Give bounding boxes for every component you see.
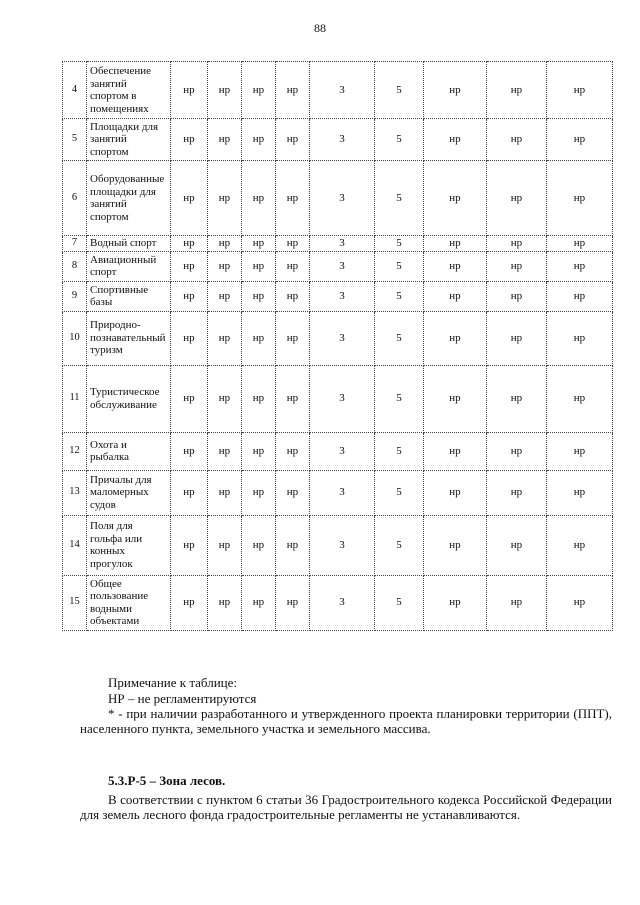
table-row: [63, 281, 613, 311]
row-cell: 3: [310, 119, 375, 161]
row-cell: нр: [171, 119, 208, 161]
row-name: Туристическое обслуживание: [87, 365, 171, 432]
note-title: Примечание к таблице:: [108, 675, 238, 690]
row-cell: 3: [310, 161, 375, 236]
row-cell: нр: [242, 62, 276, 119]
row-number: 14: [63, 515, 87, 575]
table-row: [63, 515, 613, 575]
table-row: [63, 119, 613, 161]
row-cell: 5: [375, 281, 424, 311]
row-cell: нр: [487, 251, 547, 281]
row-cell: нр: [424, 119, 487, 161]
row-cell: нр: [276, 161, 310, 236]
row-cell: нр: [276, 119, 310, 161]
row-name: Площадки для занятий спортом: [87, 119, 171, 161]
section-body: В соответствии с пунктом 6 статьи 36 Градостроительного кодекса Российской Федерации для земель лесного фонда градостроительные регламенты не устанавливаются.: [80, 792, 612, 822]
row-cell: нр: [171, 575, 208, 630]
row-cell: нр: [276, 515, 310, 575]
row-cell: нр: [424, 432, 487, 470]
row-cell: нр: [242, 119, 276, 161]
row-cell: нр: [208, 515, 242, 575]
row-number: 5: [63, 119, 87, 161]
row-cell: нр: [171, 62, 208, 119]
row-cell: нр: [547, 575, 613, 630]
row-name: Поля для гольфа или конных прогулок: [87, 515, 171, 575]
row-cell: нр: [424, 62, 487, 119]
row-cell: 5: [375, 432, 424, 470]
row-cell: нр: [171, 236, 208, 252]
row-cell: нр: [547, 236, 613, 252]
row-cell: нр: [242, 575, 276, 630]
row-cell: нр: [547, 470, 613, 515]
row-cell: нр: [242, 161, 276, 236]
row-cell: нр: [171, 281, 208, 311]
row-cell: нр: [424, 251, 487, 281]
row-cell: нр: [208, 432, 242, 470]
row-cell: 5: [375, 575, 424, 630]
row-cell: нр: [208, 62, 242, 119]
row-cell: 3: [310, 311, 375, 365]
row-cell: нр: [208, 161, 242, 236]
regulations-table: [62, 61, 613, 631]
row-cell: нр: [208, 251, 242, 281]
row-cell: нр: [487, 62, 547, 119]
row-cell: нр: [424, 161, 487, 236]
row-cell: нр: [242, 432, 276, 470]
table-row: [63, 161, 613, 236]
row-cell: нр: [547, 432, 613, 470]
row-cell: нр: [171, 251, 208, 281]
row-cell: нр: [487, 470, 547, 515]
row-number: 10: [63, 311, 87, 365]
table-row: [63, 470, 613, 515]
row-cell: нр: [242, 365, 276, 432]
row-cell: нр: [171, 432, 208, 470]
row-cell: нр: [487, 236, 547, 252]
row-number: 9: [63, 281, 87, 311]
table-row: [63, 432, 613, 470]
row-number: 13: [63, 470, 87, 515]
row-cell: нр: [276, 281, 310, 311]
row-cell: нр: [242, 236, 276, 252]
row-cell: нр: [547, 281, 613, 311]
note-asterisk: * - при наличии разработанного и утвержденного проекта планировки территории (ППТ), населенного пункта, земельного участка и земельного массива.: [80, 706, 612, 736]
row-cell: нр: [242, 281, 276, 311]
row-cell: 3: [310, 470, 375, 515]
row-cell: нр: [487, 432, 547, 470]
row-cell: нр: [424, 281, 487, 311]
row-cell: нр: [547, 365, 613, 432]
row-cell: нр: [424, 470, 487, 515]
row-cell: нр: [208, 281, 242, 311]
row-cell: нр: [242, 515, 276, 575]
page-number: 88: [314, 21, 326, 35]
row-cell: нр: [424, 365, 487, 432]
row-cell: 5: [375, 251, 424, 281]
row-cell: нр: [276, 251, 310, 281]
row-cell: 5: [375, 470, 424, 515]
row-cell: 3: [310, 62, 375, 119]
row-name: Общее пользование водными объектами: [87, 575, 171, 630]
table-row: [63, 236, 613, 252]
row-cell: нр: [208, 119, 242, 161]
row-cell: нр: [424, 236, 487, 252]
row-name: Оборудованные площадки для занятий спортом: [87, 161, 171, 236]
table-row: [63, 365, 613, 432]
row-cell: нр: [487, 365, 547, 432]
row-cell: нр: [547, 251, 613, 281]
row-cell: нр: [276, 365, 310, 432]
row-cell: нр: [276, 62, 310, 119]
row-cell: нр: [487, 311, 547, 365]
row-cell: нр: [547, 119, 613, 161]
row-cell: нр: [171, 515, 208, 575]
row-number: 11: [63, 365, 87, 432]
row-cell: нр: [208, 470, 242, 515]
row-cell: 3: [310, 432, 375, 470]
table-row: [63, 62, 613, 119]
table-row: [63, 311, 613, 365]
row-cell: 3: [310, 251, 375, 281]
table-row: [63, 575, 613, 630]
row-cell: нр: [242, 311, 276, 365]
row-cell: нр: [276, 311, 310, 365]
row-number: 12: [63, 432, 87, 470]
row-cell: нр: [487, 575, 547, 630]
row-name: Спортивные базы: [87, 281, 171, 311]
row-cell: 5: [375, 365, 424, 432]
row-cell: нр: [487, 281, 547, 311]
table-row: [63, 251, 613, 281]
row-name: Водный спорт: [87, 236, 171, 252]
row-cell: нр: [208, 365, 242, 432]
row-number: 6: [63, 161, 87, 236]
row-name: Охота и рыбалка: [87, 432, 171, 470]
row-cell: нр: [276, 432, 310, 470]
row-cell: 3: [310, 515, 375, 575]
row-cell: нр: [547, 515, 613, 575]
note-nr-definition: НР – не регламентируются: [108, 691, 257, 706]
row-cell: нр: [171, 311, 208, 365]
row-cell: нр: [276, 236, 310, 252]
row-name: Природно-познавательный туризм: [87, 311, 171, 365]
row-number: 7: [63, 236, 87, 252]
row-cell: нр: [242, 251, 276, 281]
row-cell: нр: [487, 119, 547, 161]
row-cell: нр: [208, 311, 242, 365]
row-cell: 5: [375, 515, 424, 575]
row-cell: нр: [171, 161, 208, 236]
row-cell: 3: [310, 575, 375, 630]
row-cell: нр: [171, 470, 208, 515]
row-cell: 5: [375, 161, 424, 236]
row-name: Обеспечение занятий спортом в помещениях: [87, 62, 171, 119]
row-cell: 5: [375, 62, 424, 119]
row-number: 4: [63, 62, 87, 119]
row-name: Причалы для маломерных судов: [87, 470, 171, 515]
row-cell: нр: [424, 575, 487, 630]
row-cell: 5: [375, 311, 424, 365]
row-cell: 5: [375, 236, 424, 252]
row-name: Авиационный спорт: [87, 251, 171, 281]
row-cell: 3: [310, 236, 375, 252]
row-number: 15: [63, 575, 87, 630]
row-cell: нр: [276, 470, 310, 515]
row-cell: нр: [276, 575, 310, 630]
section-title: 5.3.Р-5 – Зона лесов.: [108, 773, 226, 788]
row-cell: нр: [424, 311, 487, 365]
row-cell: нр: [487, 515, 547, 575]
row-number: 8: [63, 251, 87, 281]
row-cell: нр: [171, 365, 208, 432]
row-cell: нр: [547, 311, 613, 365]
row-cell: 3: [310, 365, 375, 432]
row-cell: нр: [487, 161, 547, 236]
row-cell: нр: [242, 470, 276, 515]
row-cell: 3: [310, 281, 375, 311]
row-cell: нр: [208, 236, 242, 252]
row-cell: 5: [375, 119, 424, 161]
row-cell: нр: [424, 515, 487, 575]
row-cell: нр: [547, 161, 613, 236]
row-cell: нр: [547, 62, 613, 119]
row-cell: нр: [208, 575, 242, 630]
